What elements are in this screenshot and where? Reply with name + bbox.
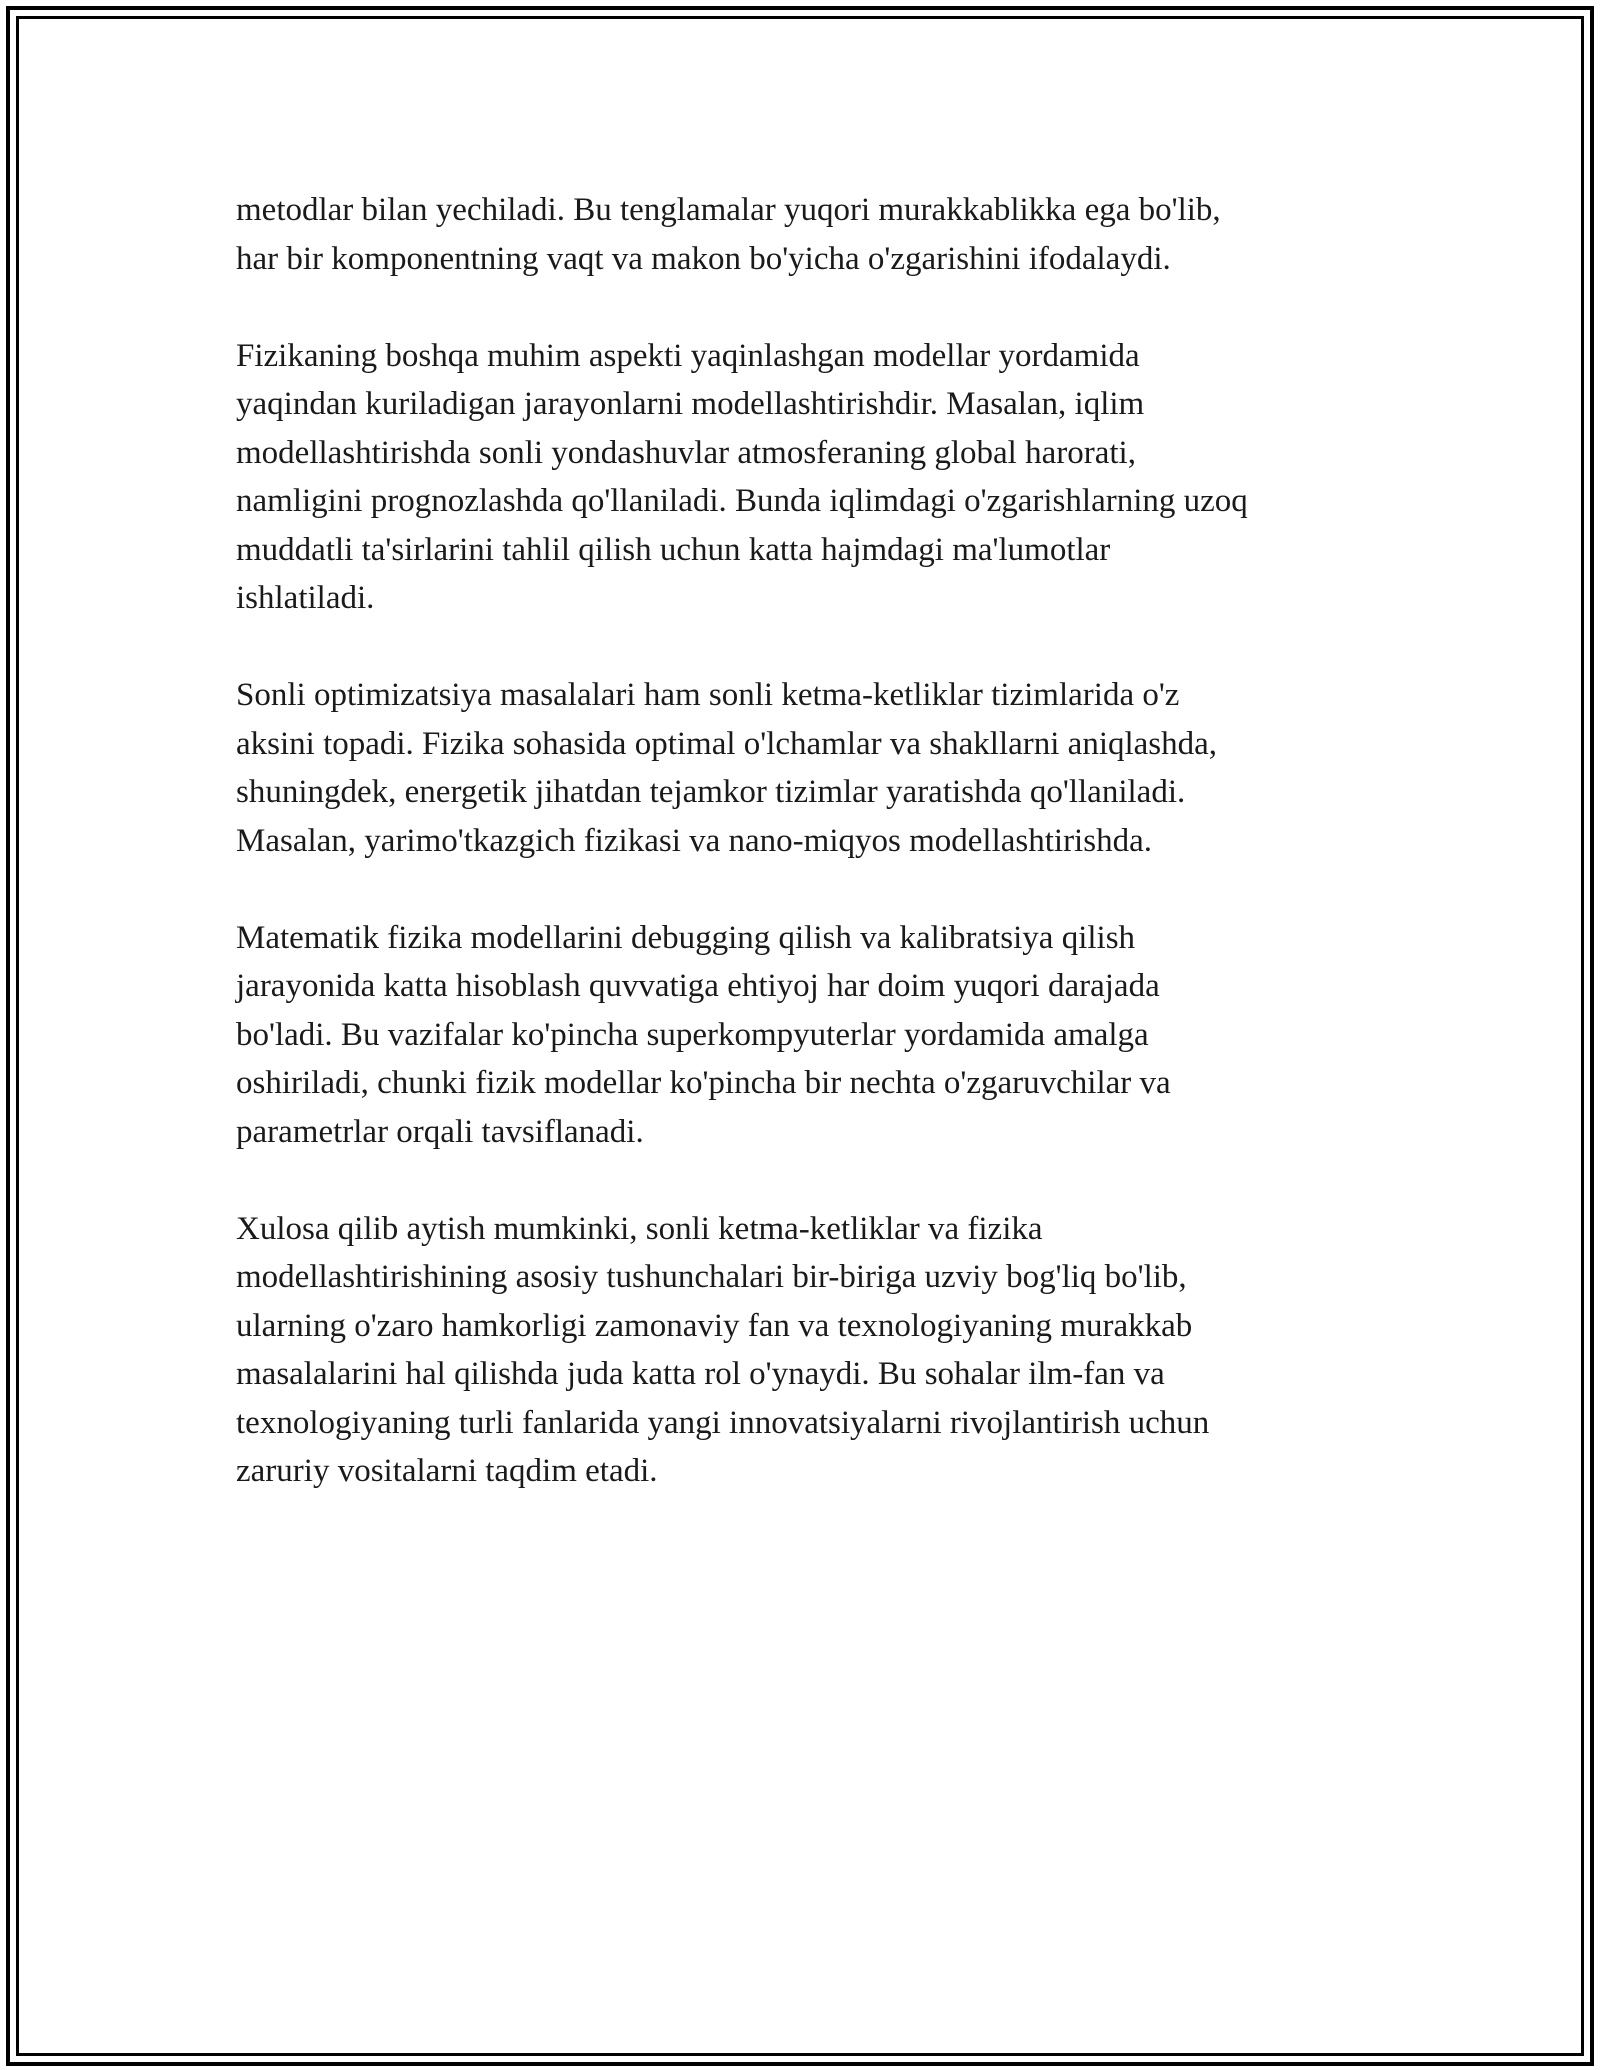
paragraph-1: metodlar bilan yechiladi. Bu tenglamalar yuqori murakkablikka ega bo'lib, har bir komponentning vaqt va makon bo'yicha o'zgarishini ifodalaydi. (236, 192, 1221, 277)
paragraph-3: Sonli optimizatsiya masalalari ham sonli ketma-ketliklar tizimlarida o'z aksini topadi. Fizika sohasida optimal o'lchamlar va shakllarni aniqlashda, shuningdek, energetik jihatdan tejamkor tizimlar yaratishda qo'llaniladi. Masalan, yarimo'tkazgich fizikasi va nano-miqyos modellashtirishda. (236, 677, 1218, 859)
paragraph-4: Matematik fizika modellarini debugging qilish va kalibratsiya qilish jarayonida katta hisoblash quvvatiga ehtiyoj har doim yuqori darajada bo'ladi. Bu vazifalar ko'pincha superkompyuterlar yordamida amalga oshiriladi, chunki fizik modellar ko'pincha bir nechta o'zgaruvchilar va parametrlar orqali tavsiflanadi. (236, 919, 1171, 1150)
paragraph-2: Fizikaning boshqa muhim aspekti yaqinlashgan modellar yordamida yaqindan kuriladigan jarayonlarni modellashtirishdir. Masalan, iqlim modellashtirishda sonli yondashuvlar atmosferaning global harorati, namligini prognozlashda qo'llaniladi. Bunda iqlimdagi o'zgarishlarning uzoq muddatli ta'sirlarini tahlil qilish uchun katta hajmdagi ma'lumotlar ishlatiladi. (236, 337, 1248, 616)
document-body (236, 186, 1376, 1544)
paragraph-5: Xulosa qilib aytish mumkinki, sonli ketma-ketliklar va fizika modellashtirishining asosiy tushunchalari bir-biriga uzviy bog'liq bo'lib, ularning o'zaro hamkorligi zamonaviy fan va texnologiyaning murakkab masalalarini hal qilishda juda katta rol o'ynaydi. Bu sohalar ilm-fan va texnologiyaning turli fanlarida yangi innovatsiyalarni rivojlantirish uchun zaruriy vositalarni taqdim etadi. (236, 1210, 1210, 1489)
